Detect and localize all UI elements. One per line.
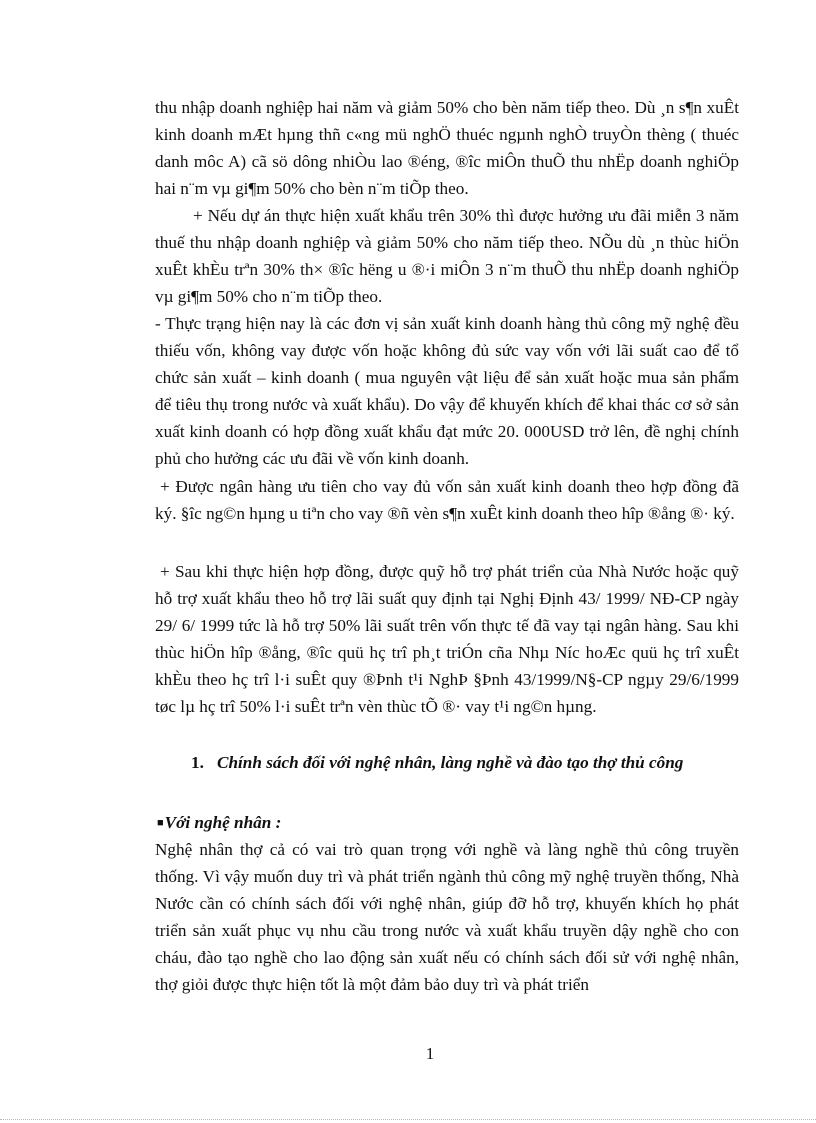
subheading-artisans [157,809,281,837]
paragraph-capital-shortage: - Thực trạng hiện nay là các đơn vị sản xuất kinh doanh hàng thủ công mỹ nghệ đều thiếu vốn, không vay được vốn hoặc không đủ sức vay vốn với lãi suất cao để tổ chức sản xuất – kinh doanh ( mua nguyên vật liệu để sản xuất hoặc mua sản phẩm để tiêu thụ trong nước và xuất khẩu). Do vậy để khuyến khích để khai thác cơ sở sản xuất kinh doanh có hợp đồng xuất khẩu đạt mức 20. 000USD trở lên, đề nghị chính phủ cho hưởng các ưu đãi về vốn kinh doanh. [155,314,739,468]
page-number: 1 [425,1044,435,1063]
paragraph-tax-exemption: thu nhập doanh nghiệp hai năm và giảm 50% cho bèn năm tiếp theo. Dù ¸n s¶n xuÊt kinh doanh mÆt hµng thñ c«ng mü nghÖ thuéc ngµnh nghÒ truyÒn thèng ( thuéc danh môc A) cã sö dông nhiÒu lao ®éng, ®îc miÔn thuÕ thu nhËp doanh nghiÖp hai n¨m vµ gi¶m 50% cho bèn n¨m tiÕp theo. [155,98,739,198]
page-bottom-divider [0,1119,816,1120]
paragraph-export-incentive: + Nếu dự án thực hiện xuất khẩu trên 30% thì được hưởng ưu đãi miễn 3 năm thuế thu nhập doanh nghiệp và giảm 50% cho năm tiếp theo. NÕu dù ¸n thùc hiÖn xuÊt khÈu trªn 30% th× ®îc hëng u ®·i miÔn 3 n¨m thuÕ thu nhËp doanh nghiÖp vµ gi¶m 50% cho n¨m tiÕp theo. [155,206,739,306]
paragraph-interest-support: + Sau khi thực hiện hợp đồng, được quỹ hỗ trợ phát triển của Nhà Nước hoặc quỹ hỗ trợ xuất khẩu theo hỗ trợ lãi suất quy định tại Nghị Định 43/ 1999/ NĐ-CP ngày 29/ 6/ 1999 tức là hỗ trợ 50% lãi suất trên vốn thực tế đã vay tại ngân hàng. Sau khi thùc hiÖn hîp ®ång, ®îc quü hç trî ph¸t triÓn cña Nhµ Níc hoÆc quü hç trî xuÊt khÈu theo hç trî l·i suÊt quy ®Þnh t¹i NghÞ §Þnh 43/1999/N§-CP ngµy 29/6/1999 tøc lµ hç trî 50% l·i suÊt trªn vèn thùc tÕ ®· vay t¹i ng©n hµng. [155,562,739,716]
paragraph-bank-priority: + Được ngân hàng ưu tiên cho vay đủ vốn sản xuất kinh doanh theo hợp đồng đã ký. §îc ng©n hµng u tiªn cho vay ®ñ vèn s¶n xuÊt kinh doanh theo hîp ®ång ®· ký. [155,477,739,523]
square-bullet-icon: ■ [157,817,164,829]
section-number: 1. [191,753,204,772]
section-title: Chính sách đối với nghệ nhân, làng nghề và đào tạo thợ thủ công [217,753,684,772]
section-heading [193,749,733,776]
paragraph-artisans: Nghệ nhân thợ cả có vai trò quan trọng với nghề và làng nghề thủ công truyền thống. Vì vậy muốn duy trì và phát triển ngành thủ công mỹ nghệ truyền thống, Nhà Nước cần có chính sách đối với nghệ nhân, giúp đỡ hỗ trợ, khuyến khích họ phát triển sản xuất phục vụ nhu cầu trong nước và xuất khẩu truyền dậy nghề cho con cháu, đào tạo nghề cho lao động sản xuất nếu có chính sách đối sử với nghệ nhân, thợ giỏi được thực hiện tốt là một đảm bảo duy trì và phát triển [155,840,739,994]
subheading-text: Với nghệ nhân : [164,813,282,832]
